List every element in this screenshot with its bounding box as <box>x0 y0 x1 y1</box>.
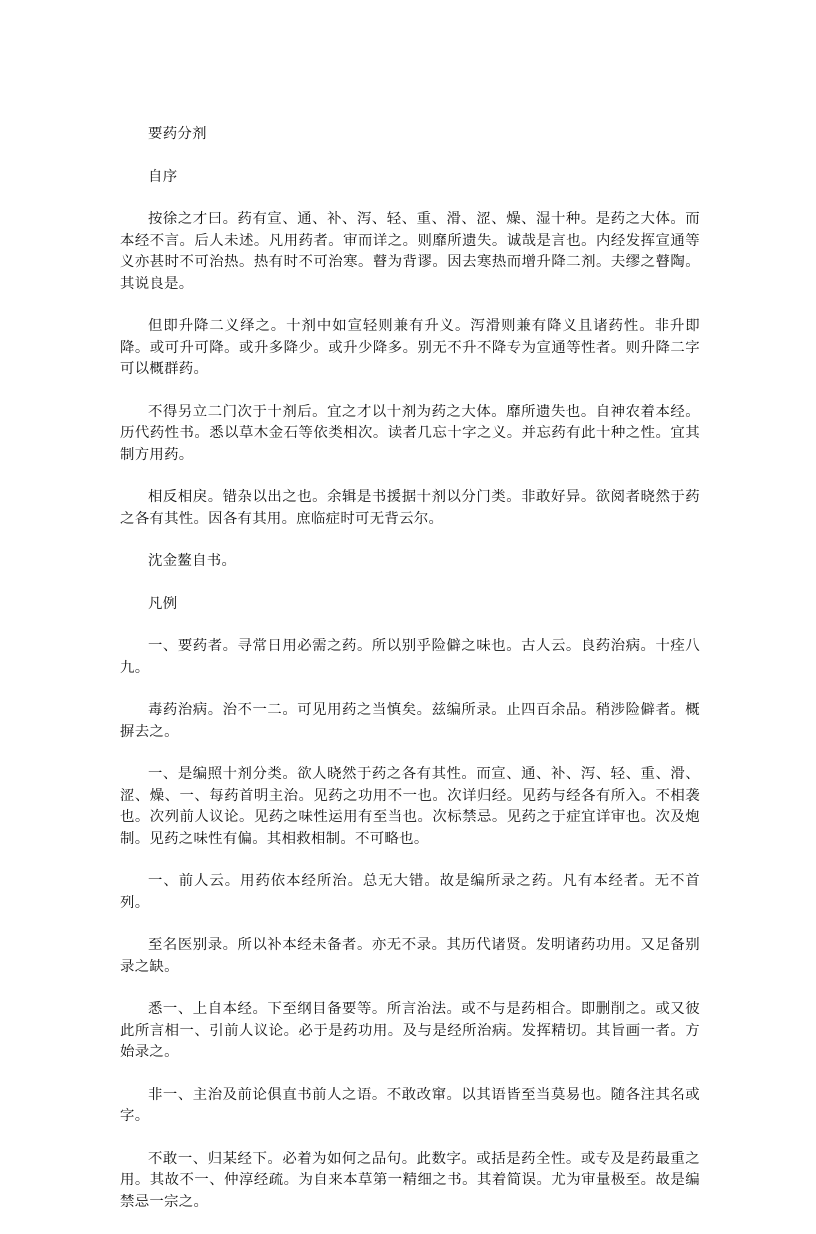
preface-heading: 自序 <box>148 168 178 185</box>
fanli-heading: 凡例 <box>148 595 178 612</box>
preface-paragraph: 不得另立二门次于十剂后。宜之才以十剂为药之大体。靡所遗失也。自神农着本经。历代药性书。悉以草木金石等依类相次。读者几忘十字之义。并忘药有此十种之性。宜其制方用药。 <box>120 403 700 463</box>
fanli-paragraph: 悉一、上自本经。下至纲目备要等。所言治法。或不与是药相合。即删削之。或又彼此所言相一、引前人议论。必于是药功用。及与是经所治病。发挥精切。其旨画一者。方始录之。 <box>120 1001 700 1060</box>
document-page <box>120 124 700 1234</box>
preface-paragraph: 相反相戾。错杂以出之也。余辑是书援据十剂以分门类。非敢好异。欲阅者晓然于药之各有其性。因各有其用。庶临症时可无背云尔。 <box>120 489 700 527</box>
fanli-paragraph: 一、前人云。用药依本经所治。总无大错。故是编所录之药。凡有本经者。无不首列。 <box>120 873 700 911</box>
preface-paragraph: 按徐之才曰。药有宣、通、补、泻、轻、重、滑、涩、燥、湿十种。是药之大体。而本经不言。后人未述。凡用药者。审而详之。则靡所遗失。诚哉是言也。内经发挥宣通等义亦甚时不可治热。热有时不可治寒。瞽为背谬。因去寒热而增升降二剂。夫缪之瞽陶。其说良是。 <box>120 211 700 292</box>
author-signature: 沈金鳌自书。 <box>148 553 237 569</box>
fanli-paragraph: 一、要药者。寻常日用必需之药。所以别乎险僻之味也。古人云。良药治病。十痊八九。 <box>120 638 700 676</box>
fanli-paragraph: 一、是编照十剂分类。欲人晓然于药之各有其性。而宣、通、补、泻、轻、重、滑、涩、燥、一、每药首明主治。见药之功用不一也。次详归经。见药与经各有所入。不相袭也。次列前人议论。见药之味性运用有至当也。次标禁忌。见药之于症宜详审也。次及炮制。见药之味性有偏。其相救相制。不可略也。 <box>120 766 700 847</box>
document-title: 要药分剂 <box>148 126 207 142</box>
fanli-paragraph: 毒药治病。治不一二。可见用药之当慎矣。兹编所录。止四百余品。稍涉险僻者。概摒去之。 <box>120 702 700 740</box>
fanli-paragraph: 非一、主治及前论俱直书前人之语。不敢改窜。以其语皆至当莫易也。随各注其名或字。 <box>120 1086 700 1124</box>
fanli-paragraph: 至名医别录。所以补本经未备者。亦无不录。其历代诸贤。发明诸药功用。又足备别录之缺。 <box>120 937 700 975</box>
fanli-paragraph: 不敢一、归某经下。必着为如何之品句。此数字。或括是药全性。或专及是药最重之用。其故不一、仲淳经疏。为自来本草第一精细之书。其着简误。尤为审量极至。故是编禁忌一宗之。 <box>120 1150 700 1210</box>
preface-paragraph: 但即升降二义绎之。十剂中如宣轻则兼有升义。泻滑则兼有降义且诸药性。非升即降。或可升可降。或升多降少。或升少降多。别无不升不降专为宣通等性者。则升降二字可以概群药。 <box>120 318 700 377</box>
